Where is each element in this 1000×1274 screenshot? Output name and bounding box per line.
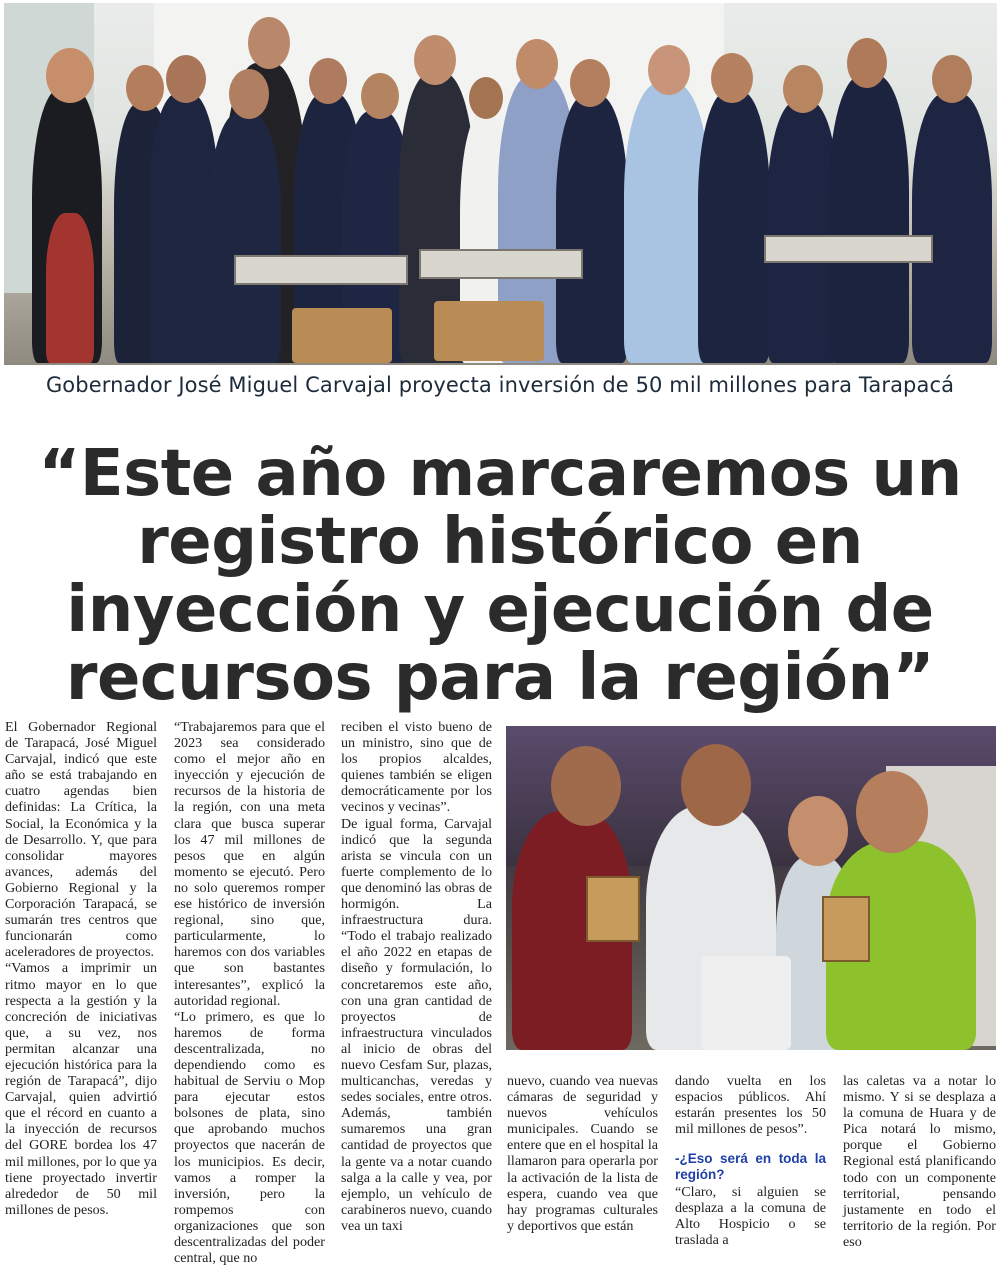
column-6 (843, 1073, 996, 1250)
photo-caption: Gobernador José Miguel Carvajal proyecta inversión de 50 mil millones para Tarapacá (45, 373, 955, 397)
column-4 (507, 1073, 658, 1234)
paragraph: dando vuelta en los espacios públicos. Ahí estarán presentes los 50 mil millones de pesos”. (675, 1073, 826, 1138)
paragraph: “Claro, si alguien se desplaza a la comuna de Alto Hospicio o se traslada a (675, 1183, 826, 1248)
paragraph: El Gobernador Regional de Tarapacá, José Miguel Carvajal, indicó que este año se está trabajando en cuatro agendas bien definidas: La Crítica, la Social, la Económica y la de Desarrollo. Y, que para consolidar mayores avances, además del Gobierno Regional y la Corporación Tarapacá, se sumarán tres centros que funcionarán como aceleradores de proyectos. (5, 719, 157, 961)
paragraph: “Trabajaremos para que el 2023 sea considerado como el mejor año en inyección y ejecución de recursos de la historia de la región, con una meta clara que busca superar los 47 mil millones de pesos que en algún momento se ejecutó. Pero no solo queremos romper ese histórico de inversión regional, sino que, particularmente, lo haremos con dos variables que son bastantes interesantes”, explicó la autoridad regional. (174, 719, 325, 1009)
paragraph: las caletas va a notar lo mismo. Y si se desplaza a la comuna de Huara y de Pica notará lo mismo, porque el Gobierno Regional está planificando todo con un componente territorial, pensando justamente en todo el territorio de la región. Por eso (843, 1073, 996, 1250)
interview-question: -¿Eso será en toda la región? (675, 1151, 826, 1183)
column-5 (675, 1073, 826, 1248)
paragraph: “Vamos a imprimir un ritmo mayor en lo que respecta a la gestión y la concreción de iniciativas que, a su vez, nos permitan alcanzar una ejecución histórica para la región de Tarapacá”, dijo Carvajal, quien advirtió que el récord en cuanto a la inyección de recursos del GORE bordea los 47 mil millones, por lo que ya tiene proyectado invertir alrededor de 50 mil millones de pesos. (5, 960, 157, 1218)
paragraph: “Lo primero, es que lo haremos de forma descentralizada, no dependiendo como es habitual de Serviu o Mop para ejecutar estos bolsones de plata, sino que aprobando muchos proyectos que nacerán de los municipios. Es decir, vamos a romper la inversión, pero la rompemos con organizaciones que son descentralizadas del poder central, que no (174, 1008, 325, 1267)
column-2 (174, 719, 325, 1266)
column-3 (341, 719, 492, 1234)
headline: “Este año marcaremos un registro histórico en inyección y ejecución de recursos para la región” (38, 437, 962, 715)
paragraph: De igual forma, Carvajal indicó que la segunda arista se vincula con un fuerte complemento de lo que denominó las obras de hormigón. La infraestructura dura. “Todo el trabajo realizado el año 2022 en etapas de diseño y formulación, lo concretaremos este año, con una gran cantidad de proyectos de infraestructura vinculados al inicio de obras del nuevo Cesfam Sur, plazas, multicanchas, veredas y sedes sociales, entre otros. Además, también sumaremos una gran cantidad de proyectos que la gente va a notar cuando salga a la calle y vea, por ejemplo, un vehículo de carabineros nuevo, cuando vea un taxi (341, 815, 492, 1234)
paragraph: nuevo, cuando vea nuevas cámaras de seguridad y nuevos vehículos municipales. Cuando se entere que en el hospital la llamaron para operarla por la activación de la lista de espera, cuando vea que hay programas culturales y deportivos que están (507, 1073, 658, 1234)
bottom-photo (506, 726, 996, 1050)
column-1 (5, 719, 157, 1218)
top-photo (4, 3, 997, 365)
paragraph: reciben el visto bueno de un ministro, sino que de los propios alcaldes, quienes también se eligen democráticamente por los vecinos y vecinas”. (341, 719, 492, 816)
